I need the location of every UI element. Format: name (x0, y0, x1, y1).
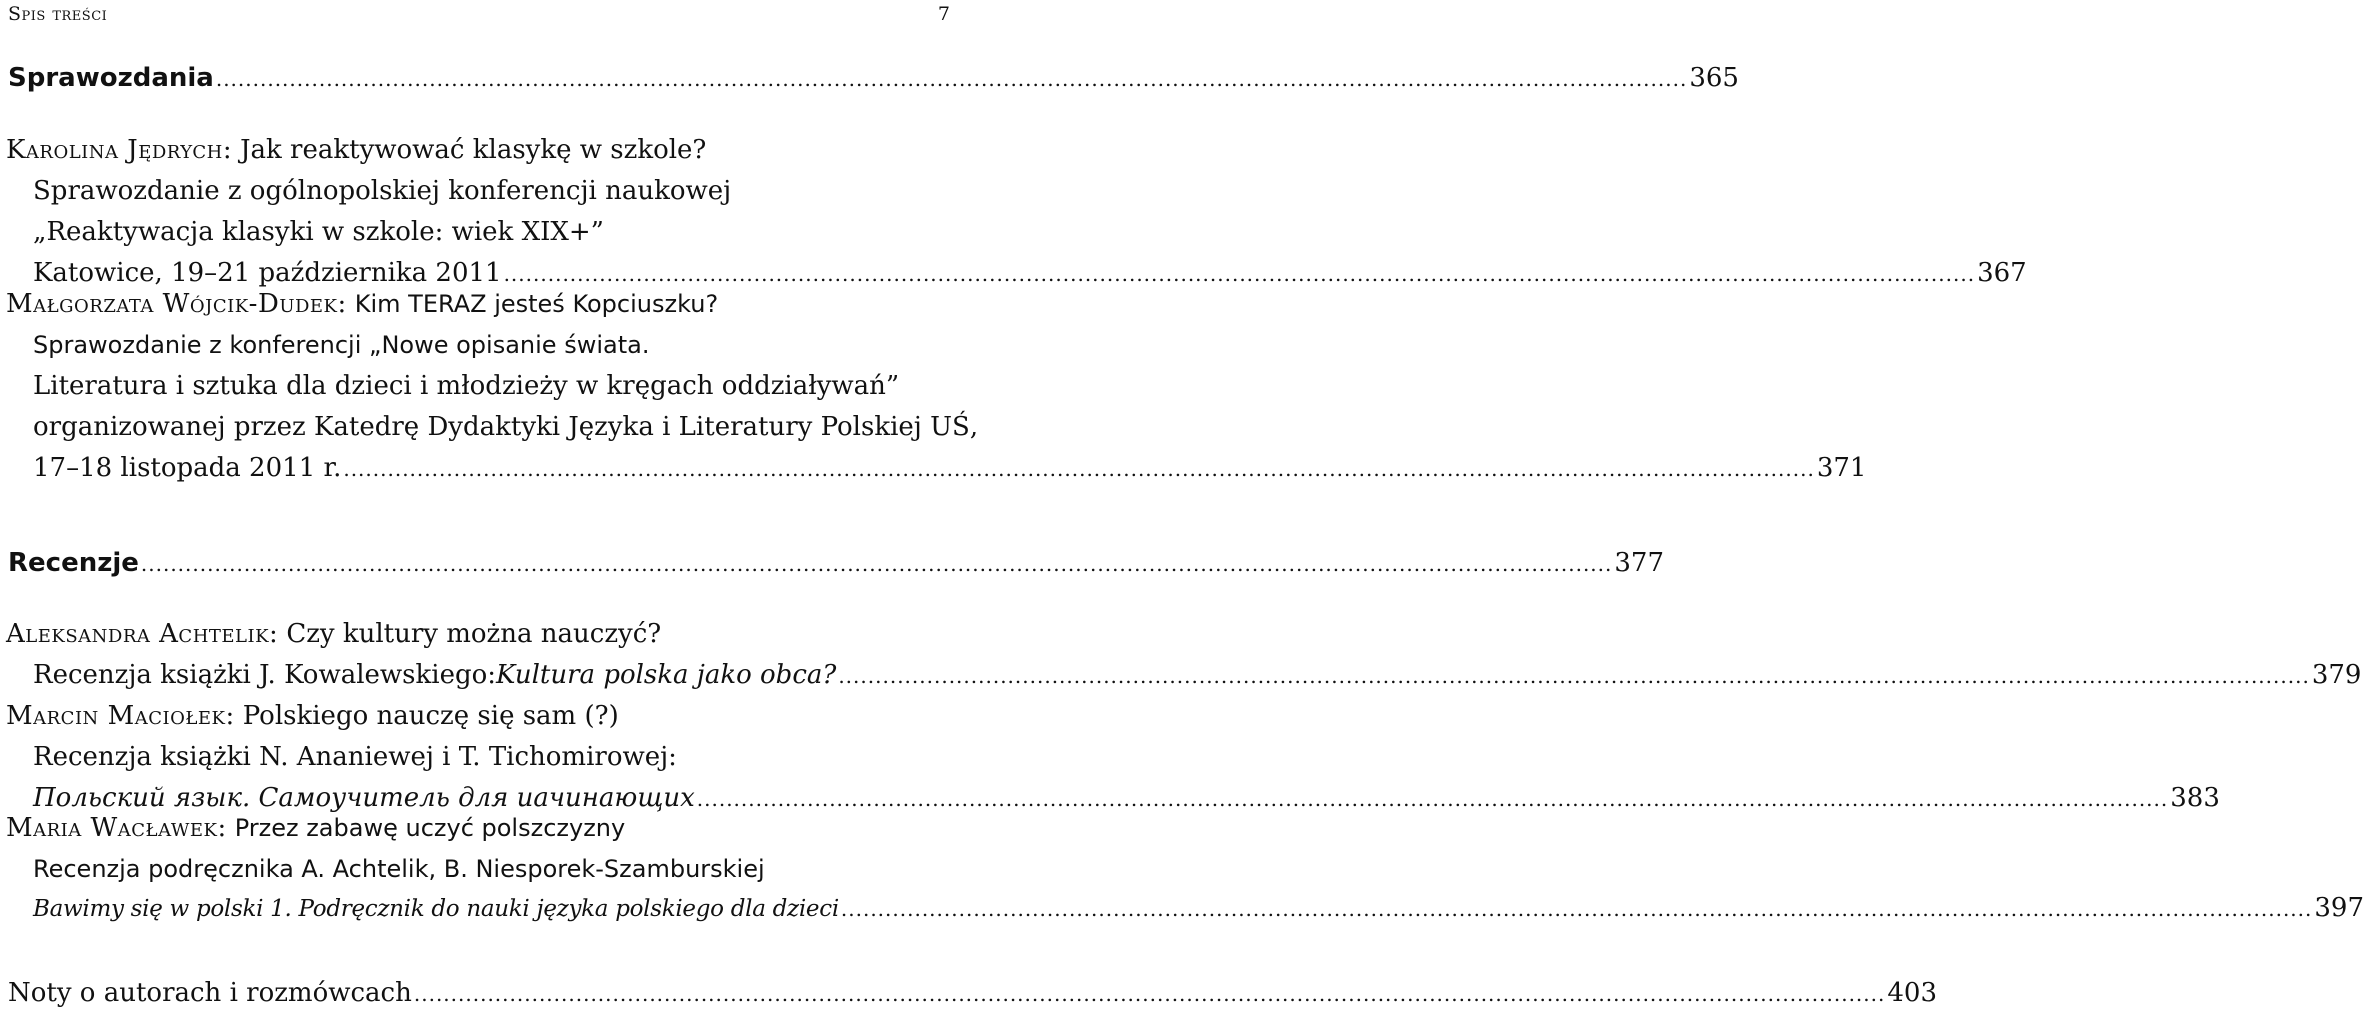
entry-book-title: Bawimy się w polski 1. Podręcznik do nauki języka polskiego dla dzieci (33, 896, 839, 922)
section-title: Sprawozdania (8, 63, 214, 93)
page-number: 403 (1887, 978, 1937, 1008)
entry-text: Recenzja książki N. Ananiewej i T. Tichomirowej: (33, 742, 677, 772)
entry-text: Sprawozdanie z konferencji „Nowe opisanie świata. (33, 331, 650, 359)
toc-section-recenzje[interactable] (0, 543, 1665, 583)
entry-title: Przez zabawę uczyć polszczyzny (234, 814, 626, 842)
entry-text: Katowice, 19–21 października 2011 (33, 258, 502, 288)
entry-book-title: Kultura polska jako obca? (496, 660, 837, 690)
toc-entry-title-line[interactable] (0, 284, 956, 324)
toc-entry-title-line[interactable] (0, 614, 956, 654)
entry-title: Jak reaktywować klasykę w szkole? (240, 135, 707, 165)
toc-entry-title-line[interactable] (0, 696, 956, 736)
entry-text: Sprawozdanie z ogólnopolskiej konferencji naukowej (33, 176, 732, 206)
running-header (8, 3, 954, 27)
toc-entry-line (0, 325, 956, 365)
page-number: 371 (1816, 453, 1867, 483)
entry-author: Małgorzata Wójcik-Dudek: (6, 289, 347, 319)
page-number: 367 (1977, 258, 2027, 288)
entry-author: Aleksandra Achtelik: (6, 619, 279, 649)
entry-title: Kim TERAZ jesteś Kopciuszku? (354, 290, 719, 318)
toc-entry-last-line[interactable] (0, 448, 1867, 488)
page-number: 365 (1689, 63, 1739, 93)
toc-section-sprawozdania[interactable] (0, 58, 1739, 98)
toc-section-noty[interactable] (0, 973, 1937, 1013)
toc-entry-title-line[interactable] (0, 808, 956, 848)
toc-entry-last-line[interactable] (0, 655, 2362, 695)
entry-author: Karolina Jędrych: (6, 135, 233, 165)
dot-leader: ........................................................................................................................................................................................................ (503, 262, 1976, 286)
entry-title: Polskiego nauczę się sam (?) (242, 701, 619, 731)
dot-leader: ........................................................................................................................................................................................................ (413, 982, 1886, 1006)
page-number: 397 (2314, 893, 2364, 923)
entry-text: organizowanej przez Katedrę Dydaktyki Języka i Literatury Polskiej UŚ, (33, 412, 979, 442)
entry-text: „Reaktywacja klasyki w szkole: wiek XIX+” (33, 217, 604, 247)
dot-leader: ........................................................................................................................................................................................................ (838, 664, 2310, 688)
entry-book-title: Польский язык. Самоучитель для иачинающих (33, 783, 695, 813)
entry-text: Recenzja książki J. Kowalewskiego: (33, 660, 497, 690)
header-title: Spis treści (8, 3, 108, 25)
toc-entry-title-line[interactable] (0, 130, 956, 170)
toc-entry-line (0, 171, 956, 211)
page-number: 383 (2170, 783, 2220, 813)
toc-entry-line (0, 849, 956, 889)
dot-leader: ........................................................................................................................................................................................................ (696, 787, 2169, 811)
header-page-number: 7 (937, 3, 950, 25)
entry-text: Recenzja podręcznika A. Achtelik, B. Niesporek-Szamburskiej (33, 855, 765, 883)
toc-entry-line (0, 212, 956, 252)
page-number: 379 (2311, 660, 2362, 690)
toc-entry-line (0, 366, 956, 406)
section-title: Recenzje (8, 548, 139, 578)
page-number: 377 (1614, 548, 1665, 578)
dot-leader: ........................................................................................................................................................................................................ (343, 457, 1815, 481)
entry-text: 17–18 listopada 2011 r. (33, 453, 342, 483)
toc-entry-line (0, 737, 956, 777)
toc-entry-line (0, 407, 979, 447)
entry-title: Czy kultury można nauczyć? (286, 619, 662, 649)
entry-text: Literatura i sztuka dla dzieci i młodzieży w kręgach oddziaływań” (33, 371, 900, 401)
section-title: Noty o autorach i rozmówcach (8, 978, 412, 1008)
dot-leader: ........................................................................................................................................................................................................ (140, 552, 1613, 576)
toc-entry-last-line[interactable] (0, 888, 2364, 928)
entry-author: Marcin Maciołek: (6, 701, 235, 731)
dot-leader: ........................................................................................................................................................................................................ (215, 67, 1688, 91)
entry-author: Maria Wacławek: (6, 813, 227, 843)
dot-leader: ........................................................................................................................................................................................................ (840, 897, 2313, 921)
